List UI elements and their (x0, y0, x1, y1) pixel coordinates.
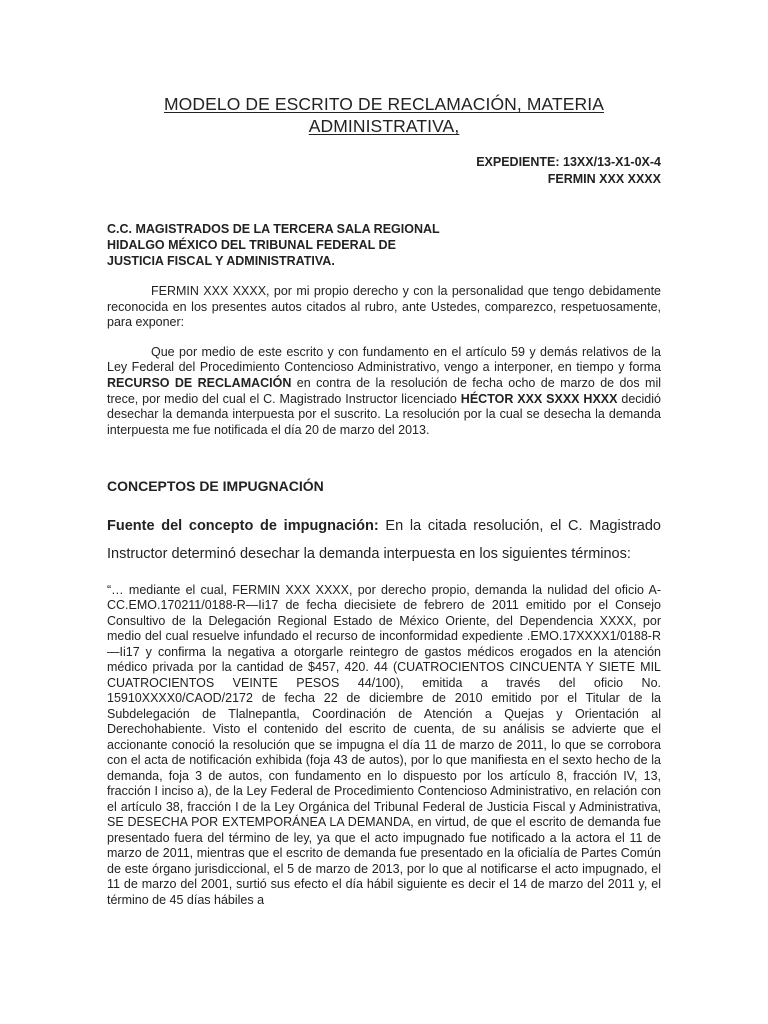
case-header (107, 154, 661, 188)
source-label: Fuente del concepto de impugnación: (107, 518, 379, 535)
body-paragraph (107, 345, 661, 439)
title-line-1: MODELO DE ESCRITO DE RECLAMACIÓN, MATERIA (163, 94, 605, 114)
party-name: FERMIN XXX XXXX (547, 172, 661, 186)
addressee-line-3: JUSTICIA FISCAL Y ADMINISTRATIVA. (107, 254, 335, 268)
case-number: EXPEDIENTE: 13XX/13-X1-0X-4 (476, 155, 661, 169)
document-title (107, 93, 661, 137)
source-paragraph (107, 512, 661, 568)
document-page (107, 0, 661, 921)
body-bold-magistrate: HÉCTOR XXX SXXX HXXX (460, 391, 618, 406)
title-line-2: ADMINISTRATIVA, (308, 116, 460, 136)
body-text-3: decidió desechar la demanda interpuesta por el suscrito. La resolución por la cual se desecha la demanda interpuesta me fue notificada el día 20 de marzo del 2013. (107, 391, 661, 437)
addressee-line-1: C.C. MAGISTRADOS DE LA TERCERA SALA REGIONAL (107, 222, 440, 236)
quoted-resolution: “… mediante el cual, FERMIN XXX XXXX, por derecho propio, demanda la nulidad del oficio A-CC.EMO.170211/0188-R—Ii17 de fecha diecisiete de febrero de 2011 emitido por el Consejo Consultivo de la Delegación Regional Estado de México Oriente, del Dependencia XXXX, por medio del cual resuelve infundado el recurso de inconformidad expediente .EMO.17XXXX1/0188-R—Ii17 y confirma la negativa a otorgarle reintegro de gastos médicos erogados en la atención médico privada por la cantidad de $457, 420. 44 (CUATROCIENTOS CINCUENTA Y SIETE MIL CUATROCIENTOS VEINTE PESOS 44/100), emitida a través del oficio No. 15910XXXX0/CAOD/2172 de fecha 22 de diciembre de 2010 emitido por el Titular de la Subdelegación de Tlalnepantla, Coordinación de Atención a Quejas y Orientación al Derechohabiente. Visto el contenido del escrito de cuenta, de su análisis se advierte que el accionante conoció la resolución que se impugna el día 11 de marzo de 2011, lo que se corrobora con el acta de notificación exhibida (foja 43 de autos), por lo que manifiesta en el sexto hecho de la demanda, foja 3 de autos, con fundamento en lo dispuesto por los artículo 8, fracción IV, 13, fracción I inciso a), de la Ley Federal de Procedimiento Contencioso Administrativo, en relación con el artículo 38, fracción I de la Ley Orgánica del Tribunal Federal de Justicia Fiscal y Administrativa, SE DESECHA POR EXTEMPORÁNEA LA DEMANDA, en virtud, de que el escrito de demanda fue presentado fuera del término de ley, ya que el acto impugnado fue notificado a la actora el 11 de marzo de 2011, mientras que el escrito de demanda fue presentado en la oficialía de Partes Común de este órgano jurisdiccional, el 5 de marzo de 2013, por lo que al notificarse el acto impugnado, el 11 de marzo del 2001, surtió sus efecto el día hábil siguiente es decir el 14 de marzo del 2011 y, el término de 45 días hábiles a (107, 582, 661, 907)
intro-paragraph: FERMIN XXX XXXX, por mi propio derecho y con la personalidad que tengo debidamente reconocida en los presentes autos citados al rubro, ante Ustedes, comparezco, respetuosamente, para exponer: (107, 284, 661, 330)
addressee-line-2: HIDALGO MÉXICO DEL TRIBUNAL FEDERAL DE (107, 238, 396, 252)
body-text-1: Que por medio de este escrito y con fundamento en el artículo 59 y demás relativos de la Ley Federal del Procedimiento Contencioso Administrativo, vengo a interponer, en tiempo y forma (107, 344, 661, 375)
body-text-2: en contra de la resolución de fecha ocho de marzo de dos mil trece, por medio del cual el C. Magistrado Instructor licenciado (107, 375, 661, 406)
section-heading-concepts: CONCEPTOS DE IMPUGNACIÓN (107, 478, 324, 495)
addressee-block (107, 221, 447, 269)
source-text: En la citada resolución, el C. Magistrado Instructor determinó desechar la demanda interpuesta en los siguientes términos: (107, 518, 661, 563)
body-bold-recurso: RECURSO DE RECLAMACIÓN (107, 375, 292, 390)
